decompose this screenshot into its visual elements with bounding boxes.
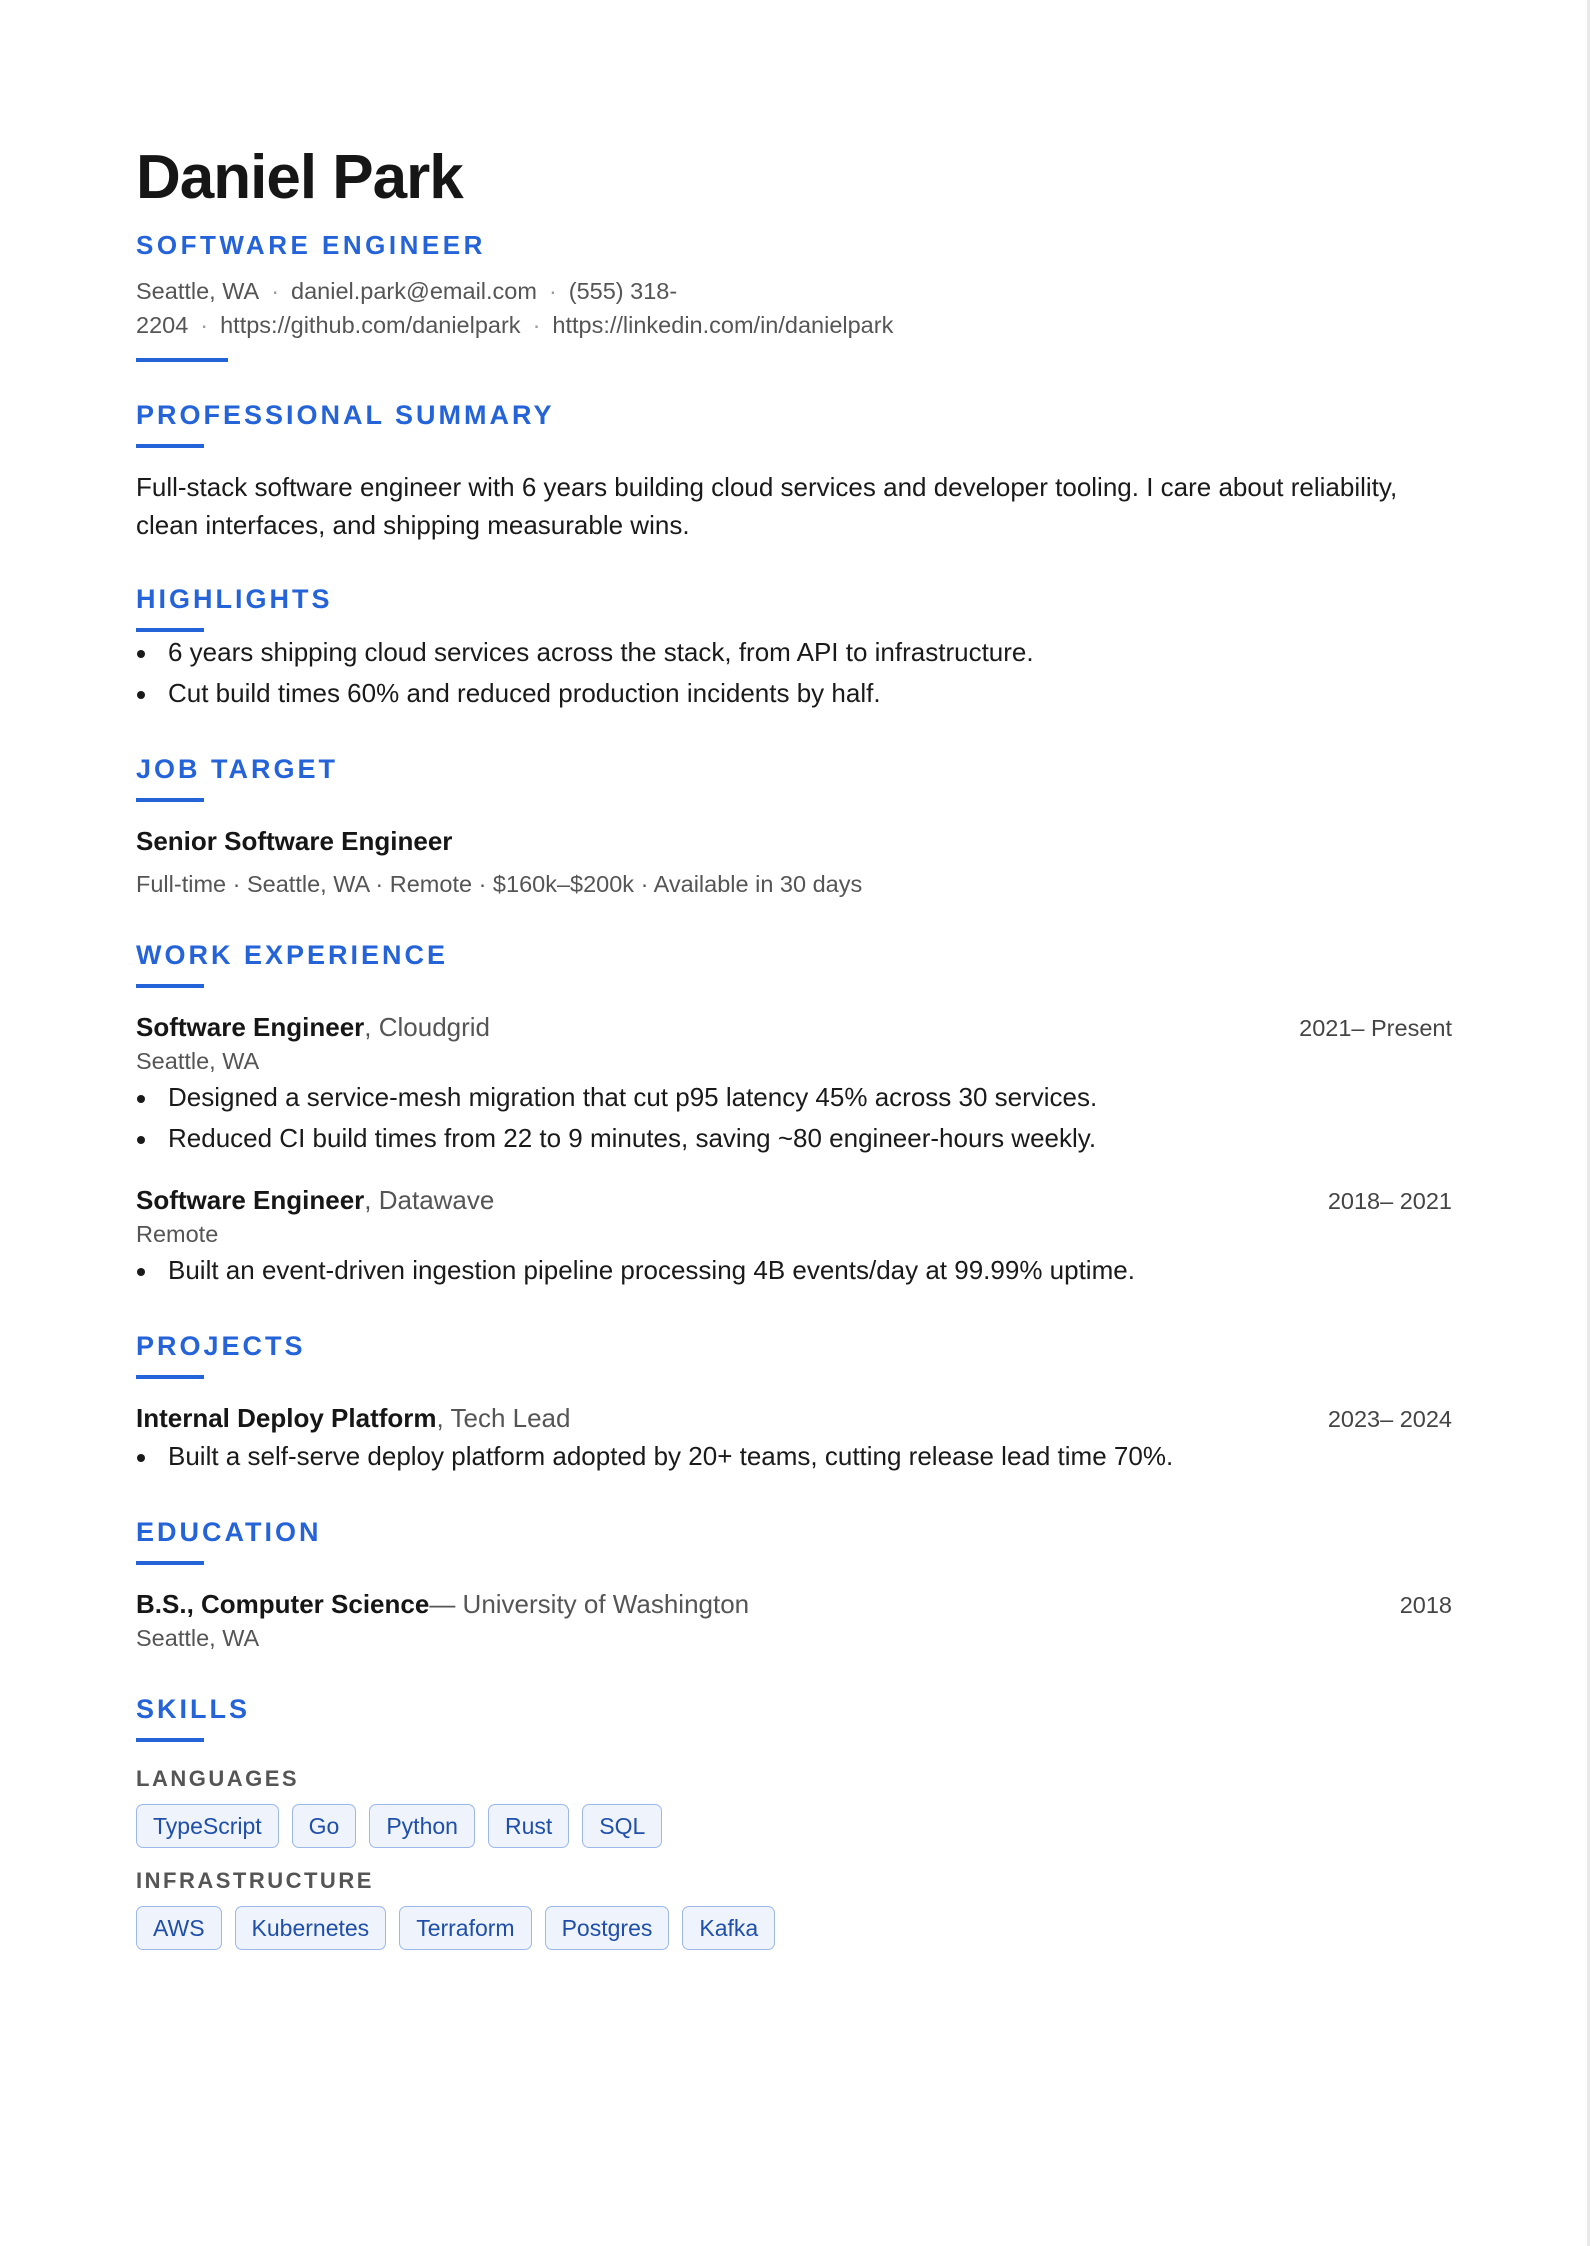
list-item-text: Built an event-driven ingestion pipeline processing 4B events/day at 99.99% uptime. (168, 1255, 1135, 1285)
job-target-section (136, 752, 1452, 900)
experience-section (136, 938, 1452, 1291)
section-underline (136, 1561, 204, 1565)
skill-chip: Python (369, 1804, 475, 1848)
bullet-icon (137, 1268, 145, 1276)
school: — University of Washington (429, 1589, 750, 1619)
skill-group-label: INFRASTRUCTURE (136, 1868, 374, 1893)
bullet-icon (137, 691, 145, 699)
bullet-icon (137, 1095, 145, 1103)
bullet-icon (137, 1136, 145, 1144)
project-name: Internal Deploy Platform (136, 1403, 437, 1433)
section-heading: JOB TARGET (136, 754, 339, 784)
project-role: , Tech Lead (436, 1403, 571, 1433)
list-item (136, 1077, 1452, 1118)
skill-chip: Kafka (682, 1906, 775, 1950)
job-role: Software Engineer (136, 1185, 365, 1215)
job-bullets (136, 1250, 1452, 1291)
skill-group-label: LANGUAGES (136, 1766, 300, 1791)
section-underline (136, 444, 204, 448)
project-entry (136, 1401, 1452, 1477)
summary-text: Full-stack software engineer with 6 years building cloud services and developer tooling. I care about reliability, clean interfaces, and shipping measurable wins. (136, 472, 1398, 540)
skill-chip: Rust (488, 1804, 569, 1848)
list-item-text: 6 years shipping cloud services across the stack, from API to infrastructure. (168, 637, 1034, 667)
section-heading: SKILLS (136, 1694, 251, 1724)
job-location: Remote (136, 1221, 219, 1247)
skill-chip: Go (292, 1804, 357, 1848)
experience-entry (136, 1183, 1452, 1291)
highlights-list (136, 632, 1452, 714)
skill-chips (136, 1804, 1452, 1848)
job-location: Seattle, WA (136, 1048, 260, 1074)
job-role: Software Engineer (136, 1012, 365, 1042)
contact-line (136, 274, 936, 342)
list-item (136, 632, 1452, 673)
bullet-icon (137, 1454, 145, 1462)
skill-chip: Terraform (399, 1906, 531, 1950)
job-company: , Datawave (364, 1185, 495, 1215)
skills-section (136, 1692, 1452, 1950)
graduation-year: 2018 (1399, 1592, 1452, 1618)
target-details: Full-time · Seattle, WA · Remote · $160k–$200k · Available in 30 days (136, 871, 863, 897)
job-dates: 2021– Present (1299, 1015, 1452, 1041)
section-heading: PROJECTS (136, 1331, 306, 1361)
contact-separator: · (548, 278, 557, 304)
job-dates: 2018– 2021 (1327, 1188, 1452, 1214)
list-item (136, 1118, 1452, 1159)
contact-phone[interactable]: (555) 318-2204 (136, 278, 678, 338)
list-item-text: Cut build times 60% and reduced production incidents by half. (168, 678, 881, 708)
section-underline (136, 1738, 204, 1742)
list-item (136, 1436, 1452, 1477)
skill-chips (136, 1906, 1452, 1950)
highlights-section (136, 582, 1452, 714)
summary-section (136, 398, 1452, 544)
skill-chip: AWS (136, 1906, 222, 1950)
section-heading: WORK EXPERIENCE (136, 940, 449, 970)
section-underline (136, 1375, 204, 1379)
resume-page (136, 140, 1452, 1950)
section-heading: EDUCATION (136, 1517, 322, 1547)
section-underline (136, 798, 204, 802)
skill-group-languages (136, 1764, 1452, 1848)
skill-chip: Postgres (545, 1906, 670, 1950)
contact-github[interactable]: https://github.com/danielpark (220, 312, 521, 338)
skill-chip: TypeScript (136, 1804, 279, 1848)
section-heading: PROFESSIONAL SUMMARY (136, 400, 555, 430)
degree: B.S., Computer Science (136, 1589, 430, 1619)
header-divider (136, 358, 228, 362)
list-item-text: Designed a service-mesh migration that cut p95 latency 45% across 30 services. (168, 1082, 1098, 1112)
skill-group-infrastructure (136, 1866, 1452, 1950)
experience-entry (136, 1010, 1452, 1159)
skill-chip: Kubernetes (235, 1906, 387, 1950)
project-bullets (136, 1436, 1452, 1477)
candidate-title: SOFTWARE ENGINEER (136, 230, 486, 260)
job-bullets (136, 1077, 1452, 1159)
job-company: , Cloudgrid (364, 1012, 491, 1042)
section-underline (136, 984, 204, 988)
contact-separator: · (271, 278, 280, 304)
section-heading: HIGHLIGHTS (136, 584, 333, 614)
project-dates: 2023– 2024 (1327, 1406, 1452, 1432)
contact-email[interactable]: daniel.park@email.com (291, 278, 537, 304)
contact-location: Seattle, WA (136, 278, 260, 304)
contact-separator: · (200, 312, 209, 338)
skill-chip: SQL (582, 1804, 662, 1848)
education-section (136, 1515, 1452, 1654)
school-location: Seattle, WA (136, 1625, 260, 1651)
contact-separator: · (532, 312, 541, 338)
contact-linkedin[interactable]: https://linkedin.com/in/danielpark (552, 312, 894, 338)
projects-section (136, 1329, 1452, 1477)
list-item (136, 1250, 1452, 1291)
bullet-icon (137, 650, 145, 658)
target-role: Senior Software Engineer (136, 826, 453, 856)
list-item-text: Built a self-serve deploy platform adopted by 20+ teams, cutting release lead time 70%. (168, 1441, 1174, 1471)
list-item-text: Reduced CI build times from 22 to 9 minutes, saving ~80 engineer-hours weekly. (168, 1123, 1097, 1153)
list-item (136, 673, 1452, 714)
candidate-name: Daniel Park (136, 143, 463, 212)
education-entry (136, 1587, 1452, 1654)
